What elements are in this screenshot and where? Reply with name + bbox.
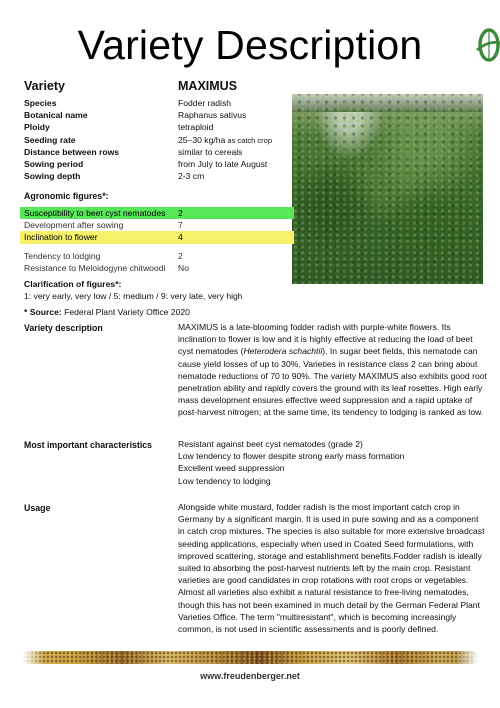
agronomic-value: 2 — [178, 208, 183, 218]
text-line: Varieties Office. The term "multiresistant", which is becoming increasingly — [178, 611, 457, 622]
agronomic-value: 4 — [178, 232, 183, 243]
text-line: in catch crop mixtures. The species is also suitable for more extensive broadcast — [178, 526, 485, 537]
property-value-wrap — [178, 134, 286, 146]
property-key: Ploidy — [24, 122, 50, 133]
property-key: Botanical name — [24, 110, 88, 121]
clarification-block — [24, 279, 243, 302]
list-item: Excellent weed suppression — [178, 463, 285, 474]
text-line: cause yield losses of up to 30%. Varieties in resistance class 2 can bring about — [178, 358, 478, 369]
crop-field-photo — [292, 94, 483, 284]
list-item: Low tendency to flower despite strong early mass formation — [178, 451, 405, 462]
agronomic-key: Susceptibility to beet cyst nematodes — [24, 208, 166, 218]
agronomic-key: Tendency to lodging — [24, 250, 101, 261]
property-row — [24, 170, 286, 182]
agronomic-key: Inclination to flower — [24, 232, 98, 243]
text-line: nematode reductions of 70 to 90%. The variety MAXIMUS also exhibits good root — [178, 370, 487, 381]
list-item: Resistant against beet cyst nematodes (grade 2) — [178, 439, 363, 449]
property-key: Distance between rows — [24, 146, 120, 157]
property-value: from July to late August — [178, 158, 268, 169]
property-key: Sowing period — [24, 158, 84, 169]
source-text: Federal Plant Variety Office 2020 — [61, 307, 190, 317]
property-key: Sowing depth — [24, 171, 81, 182]
property-value: Raphanus sativus — [178, 110, 247, 121]
agronomic-value: 7 — [178, 220, 183, 231]
text-line: MAXIMUS is a late-blooming fodder radish with purple-white flowers. Its — [178, 322, 451, 332]
text-line: mass development ensures effective weed suppression and a rapid uptake of — [178, 395, 473, 406]
text-line — [178, 333, 478, 345]
text-line: Almost all varieties also exhibit a natural resistance to free-living nematodes, — [178, 587, 469, 598]
clarification-title: Clarification of figures*: — [24, 279, 122, 289]
variety-description-text — [178, 321, 487, 419]
property-value: 25–30 kg/ha — [178, 134, 226, 145]
property-suffix: as catch crop — [225, 135, 273, 145]
property-row — [24, 121, 286, 133]
variety-name: MAXIMUS — [178, 79, 238, 93]
property-row — [24, 109, 286, 121]
agronomic-row — [20, 207, 294, 219]
characteristics-label: Most important characteristics — [24, 440, 153, 450]
agronomic-row — [20, 219, 294, 231]
property-row — [24, 97, 286, 109]
agronomic-key: Resistance to Meloidogyne chitwoodi — [24, 262, 166, 273]
property-row — [24, 146, 286, 158]
text-line: cyst nematodes (Heterodera schachtii). In sugar beet fields, this nematode can — [178, 346, 478, 357]
species-latin-name: Heterodera schachtii — [243, 346, 323, 357]
agronomic-title: Agronomic figures*: — [24, 191, 109, 201]
clarification-text: 1: very early, very low / 5: medium / 9: very late, very high — [24, 290, 243, 301]
property-key: Seeding rate — [24, 134, 76, 145]
agronomic-row — [20, 231, 294, 243]
usage-text — [178, 501, 485, 635]
agronomic-table — [20, 207, 294, 274]
property-value: similar to cereals — [178, 146, 243, 157]
properties-table — [24, 97, 286, 182]
text-line: common, is not used in scientific assessments and is poorly defined. — [178, 624, 439, 635]
variety-description-label: Variety description — [24, 323, 103, 333]
agronomic-value: No — [178, 262, 189, 273]
text-line-part: inclination to flower is low and it is highly effective at reducing the load of beet — [178, 334, 473, 345]
text-line: post-harvest nitrogen; at the same time, its tendency to lodging is ranked as low. — [178, 407, 484, 418]
text-line: though this has not been examined in much detail by the German Federal Plant — [178, 599, 480, 610]
list-item: Low tendency to lodging — [178, 475, 271, 486]
property-value: tetraploid — [178, 122, 214, 133]
usage-label: Usage — [24, 503, 51, 513]
photo-texture — [292, 94, 483, 284]
property-value: Fodder radish — [178, 98, 232, 108]
page-title: Variety Description — [77, 22, 423, 68]
variety-label: Variety — [24, 79, 66, 93]
text-line: Alongside white mustard, fodder radish is the most important catch crop in — [178, 502, 460, 512]
property-row — [24, 134, 286, 146]
text-line: varieties are good candidates in crop rotations with root crops or vegetables. — [178, 575, 469, 586]
leaf-logo-icon — [474, 26, 500, 64]
property-key: Species — [24, 98, 57, 108]
agronomic-value: 2 — [178, 250, 183, 261]
agronomic-key: Development after sowing — [24, 220, 124, 231]
text-line: improved scattering, storage and establishment benefits.Fodder radish is ideally — [178, 550, 482, 561]
text-line: penetration ability and rapidly covers the ground with its leaf rosettes. High early — [178, 383, 483, 394]
property-row — [24, 158, 286, 170]
characteristics-list — [178, 438, 478, 487]
source-note — [24, 307, 190, 317]
source-label: * Source: — [24, 307, 62, 317]
text-line: suited to absorbing the post-harvest nutrients left by the main crop. Resistant — [178, 563, 471, 574]
agronomic-row — [20, 262, 294, 274]
text-line: seeding applications, especially when used in Coated Seed formulations, with — [178, 538, 474, 549]
website-link[interactable]: www.freudenberger.net — [200, 671, 300, 681]
property-value: 2-3 cm — [178, 171, 205, 182]
agronomic-row — [20, 250, 294, 262]
text-line: Germany by a significant margin. It is used in pure sowing and as a component — [178, 514, 479, 525]
title-block — [0, 22, 500, 69]
seed-banner-image — [22, 651, 478, 664]
